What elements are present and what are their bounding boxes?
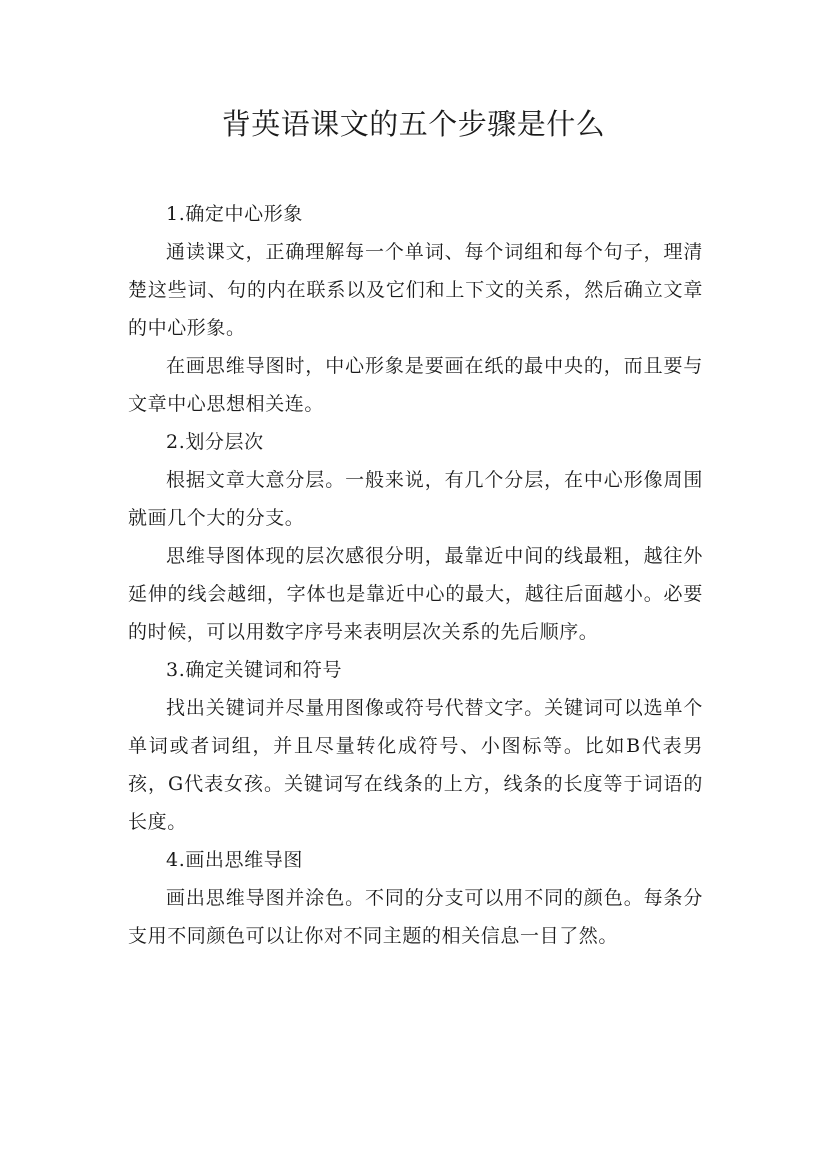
document-title: 背英语课文的五个步骤是什么 [221,107,606,141]
paragraph: 根据文章大意分层。一般来说，有几个分层，在中心形像周围就画几个大的分支。 [128,469,703,529]
section-1 [128,195,703,423]
paragraph: 通读课文，正确理解每一个单词、每个词组和每个句子，理清楚这些词、句的内在联系以及它们和上下文的关系，然后确立文章的中心形象。 [128,241,703,339]
section-heading: 2.划分层次 [166,431,264,453]
paragraph: 在画思维导图时，中心形象是要画在纸的最中央的，而且要与文章中心思想相关连。 [128,355,703,415]
section-3 [128,651,703,841]
paragraph: 思维导图体现的层次感很分明，最靠近中间的线最粗，越往外延伸的线会越细，字体也是靠近中心的最大，越往后面越小。必要的时候，可以用数字序号来表明层次关系的先后顺序。 [128,545,703,643]
section-heading: 1.确定中心形象 [166,203,303,225]
paragraph: 找出关键词并尽量用图像或符号代替文字。关键词可以选单个单词或者词组，并且尽量转化成符号、小图标等。比如B代表男孩，G代表女孩。关键词写在线条的上方，线条的长度等于词语的长度。 [128,697,703,833]
section-2 [128,423,703,651]
section-4 [128,841,703,955]
paragraph: 画出思维导图并涂色。不同的分支可以用不同的颜色。每条分支用不同颜色可以让你对不同主题的相关信息一目了然。 [128,887,703,947]
document-body [128,195,703,955]
section-heading: 3.确定关键词和符号 [166,659,343,681]
section-heading: 4.画出思维导图 [166,849,303,871]
